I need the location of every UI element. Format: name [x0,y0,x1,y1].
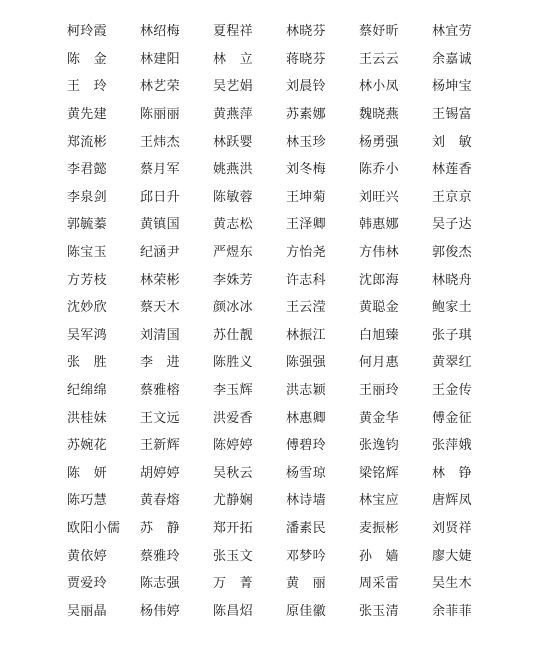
name-entry: 黄先建 [67,107,107,123]
name-entry: 魏晓燕 [359,107,399,123]
name-entry: 陈丽丽 [140,107,180,123]
name-entry: 林玉珍 [286,134,326,150]
name-entry: 黄燕萍 [213,107,253,123]
name-entry: 刘晨铃 [286,79,326,95]
name-entry: 林绍梅 [140,24,180,40]
name-entry: 洪桂妹 [67,410,107,426]
name-entry: 林艺荣 [140,79,180,95]
name-entry: 蔡雅玲 [140,548,180,564]
name-entry: 黄金华 [359,410,399,426]
name-entry: 刘贤祥 [432,520,472,536]
name-entry: 吴秋云 [213,465,253,481]
name-entry: 洪志颖 [286,383,326,399]
name-entry: 蒋晓芬 [286,51,326,67]
name-entry: 郭俊杰 [432,245,472,261]
name-entry: 陈志强 [140,576,180,592]
name-entry: 杨勇强 [359,134,399,150]
name-entry: 林晓舟 [432,272,472,288]
name-entry: 刘旺兴 [359,189,399,205]
name-entry: 刘 敏 [432,134,472,150]
name-entry: 王泽卿 [286,217,326,233]
name-entry: 韩惠娜 [359,217,399,233]
name-entry: 邓梦吟 [286,548,326,564]
name-entry: 李玉辉 [213,383,253,399]
name-entry: 郑开拓 [213,520,253,536]
name-entry: 李泉剑 [67,189,107,205]
name-entry: 蔡月军 [140,162,180,178]
name-entry: 蔡妤昕 [359,24,399,40]
name-entry: 杨坤宝 [432,79,472,95]
name-entry: 陈巧慧 [67,493,107,509]
name-entry: 林诗墙 [286,493,326,509]
name-entry: 何月惠 [359,355,399,371]
name-entry: 夏程祥 [213,24,253,40]
name-entry: 张逸钧 [359,438,399,454]
name-entry: 刘冬梅 [286,162,326,178]
name-entry: 林振江 [286,327,326,343]
name-entry: 周采雷 [359,576,399,592]
name-entry: 王金传 [432,383,472,399]
name-entry: 陈宝玉 [67,245,107,261]
name-entry: 白旭臻 [359,327,399,343]
name-entry: 杨伟婷 [140,603,180,619]
name-entry: 林宜劳 [432,24,472,40]
name-entry: 郭毓蓁 [67,217,107,233]
name-entry: 王京京 [432,189,472,205]
name-entry: 林 立 [213,51,253,67]
name-entry: 苏仕靓 [213,327,253,343]
name-entry: 吴艺娟 [213,79,253,95]
name-entry: 刘清国 [140,327,180,343]
name-entry: 欧阳小儒 [67,520,121,536]
name-entry: 林莲香 [432,162,472,178]
name-entry: 吴生木 [432,576,472,592]
name-entry: 万 菁 [213,576,253,592]
name-entry: 沈郎海 [359,272,399,288]
name-entry: 杨雪琼 [286,465,326,481]
name-entry: 王丽玲 [359,383,399,399]
name-entry: 姚燕洪 [213,162,253,178]
name-entry: 许志科 [286,272,326,288]
name-entry: 陈昌炤 [213,603,253,619]
name-entry: 李姝芳 [213,272,253,288]
name-entry: 鲍家土 [432,300,472,316]
name-entry: 黄聪金 [359,300,399,316]
name-entry: 麦振彬 [359,520,399,536]
name-list [67,18,507,625]
name-entry: 张玉文 [213,548,253,564]
name-entry: 李 进 [140,355,180,371]
name-entry: 王新辉 [140,438,180,454]
name-entry: 吴丽晶 [67,603,107,619]
name-entry: 原佳徽 [286,603,326,619]
name-entry: 李君懿 [67,162,107,178]
name-entry: 林 铮 [432,465,472,481]
name-entry: 余嘉诚 [432,51,472,67]
name-entry: 林宝应 [359,493,399,509]
name-entry: 王坤菊 [286,189,326,205]
name-entry: 黄镇国 [140,217,180,233]
name-entry: 黄 丽 [286,576,326,592]
name-entry: 苏素娜 [286,107,326,123]
name-entry: 张玉清 [359,603,399,619]
name-entry: 沈妙欣 [67,300,107,316]
name-entry: 廖大婕 [432,548,472,564]
name-entry: 黄翠红 [432,355,472,371]
name-entry: 王云滢 [286,300,326,316]
name-entry: 梁铭辉 [359,465,399,481]
name-entry: 唐辉凤 [432,493,472,509]
name-entry: 潘素民 [286,520,326,536]
name-entry: 吴军鸿 [67,327,107,343]
name-entry: 贾爱玲 [67,576,107,592]
name-entry: 尤静娴 [213,493,253,509]
name-entry: 陈 妍 [67,465,107,481]
name-entry: 林小凤 [359,79,399,95]
name-entry: 林荣彬 [140,272,180,288]
name-entry: 郑流彬 [67,134,107,150]
name-entry: 邱日升 [140,189,180,205]
name-entry: 黄依婷 [67,548,107,564]
name-entry: 林建阳 [140,51,180,67]
name-entry: 方怡尧 [286,245,326,261]
name-entry: 陈敏蓉 [213,189,253,205]
name-entry: 陈乔小 [359,162,399,178]
name-entry: 王 玲 [67,79,107,95]
name-entry: 颜冰冰 [213,300,253,316]
name-entry: 王炜杰 [140,134,180,150]
name-entry: 林晓芬 [286,24,326,40]
name-entry: 洪爱香 [213,410,253,426]
name-entry: 王锡富 [432,107,472,123]
name-entry: 王云云 [359,51,399,67]
name-entry: 蔡雅榕 [140,383,180,399]
name-entry: 陈强强 [286,355,326,371]
name-entry: 张 胜 [67,355,107,371]
name-entry: 纪涵尹 [140,245,180,261]
name-entry: 胡婷婷 [140,465,180,481]
name-entry: 孙 嫱 [359,548,399,564]
name-entry: 方伟林 [359,245,399,261]
name-entry: 苏 静 [140,520,180,536]
name-entry: 吴子达 [432,217,472,233]
name-entry: 纪绵绵 [67,383,107,399]
name-entry: 余菲菲 [432,603,472,619]
name-entry: 黄春熔 [140,493,180,509]
name-entry: 陈胜义 [213,355,253,371]
name-entry: 蔡天木 [140,300,180,316]
name-entry: 黄志松 [213,217,253,233]
name-entry: 严煜东 [213,245,253,261]
name-entry: 张子琪 [432,327,472,343]
name-entry: 陈 金 [67,51,107,67]
name-entry: 陈婷婷 [213,438,253,454]
name-entry: 张萍娥 [432,438,472,454]
name-entry: 林惠卿 [286,410,326,426]
name-entry: 王文远 [140,410,180,426]
name-entry: 林跃婴 [213,134,253,150]
name-entry: 方芳枝 [67,272,107,288]
name-entry: 傅碧玲 [286,438,326,454]
name-entry: 傅金征 [432,410,472,426]
name-entry: 柯玲霞 [67,24,107,40]
name-entry: 苏婉花 [67,438,107,454]
